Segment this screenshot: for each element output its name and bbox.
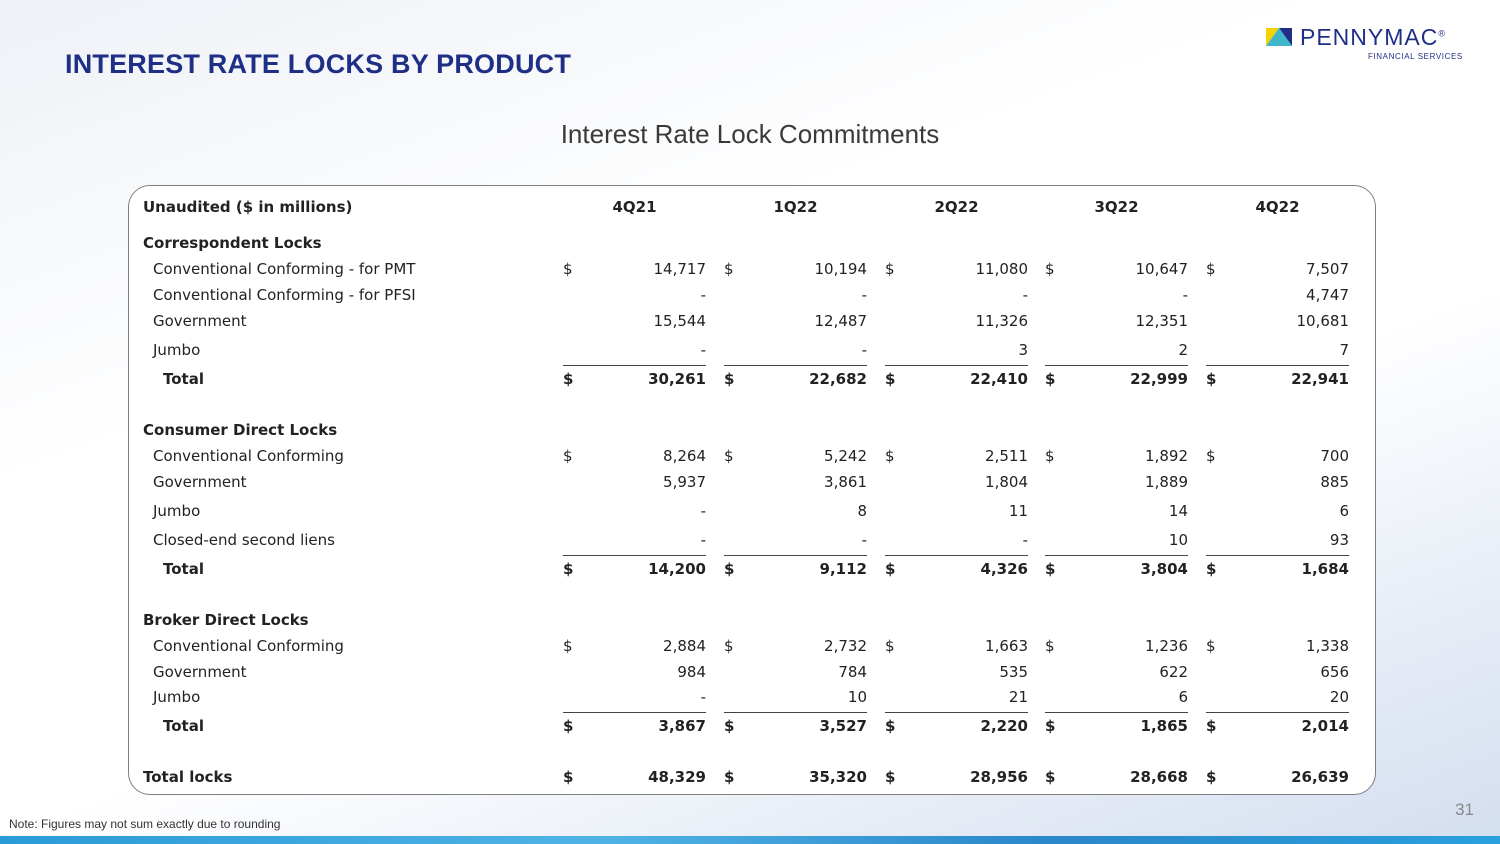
cell-value: 2,732 bbox=[824, 637, 867, 655]
cell-value: 22,682 bbox=[809, 370, 867, 388]
value-cell bbox=[1206, 663, 1349, 685]
table-row bbox=[129, 447, 1375, 469]
cell-value: - bbox=[700, 286, 706, 304]
row-label: Jumbo bbox=[153, 688, 201, 706]
value-cell bbox=[1206, 768, 1349, 790]
dollar-sign: $ bbox=[1045, 768, 1056, 786]
cell-value: 10,681 bbox=[1296, 312, 1349, 330]
logo-subtitle: FINANCIAL SERVICES bbox=[1368, 52, 1463, 61]
cell-value: 535 bbox=[999, 663, 1028, 681]
subtotal-rule bbox=[1045, 555, 1188, 556]
table-row bbox=[129, 341, 1375, 363]
dollar-sign: $ bbox=[1206, 447, 1216, 465]
table-row bbox=[129, 260, 1375, 282]
subtotal-rule bbox=[563, 365, 706, 366]
value-cell bbox=[1206, 260, 1349, 282]
subtotal-rule bbox=[1206, 555, 1349, 556]
value-cell bbox=[1045, 260, 1188, 282]
row-label: Jumbo bbox=[153, 502, 201, 520]
cell-value: 10 bbox=[847, 688, 867, 706]
row-label: Conventional Conforming bbox=[153, 447, 344, 465]
dollar-sign: $ bbox=[1045, 447, 1055, 465]
dollar-sign: $ bbox=[1045, 370, 1056, 388]
cell-value: 656 bbox=[1320, 663, 1349, 681]
cell-value: - bbox=[1182, 286, 1188, 304]
cell-value: 11 bbox=[1008, 502, 1028, 520]
row-label: Government bbox=[153, 312, 247, 330]
cell-value: 3,861 bbox=[824, 473, 867, 491]
logo-mark-icon bbox=[1266, 28, 1292, 46]
cell-value: 885 bbox=[1320, 473, 1349, 491]
cell-value: - bbox=[861, 531, 867, 549]
cell-value: 3,867 bbox=[658, 717, 706, 735]
value-cell bbox=[563, 531, 706, 553]
dollar-sign: $ bbox=[724, 447, 734, 465]
cell-value: 22,410 bbox=[970, 370, 1028, 388]
dollar-sign: $ bbox=[563, 370, 574, 388]
subtotal-rule bbox=[1206, 365, 1349, 366]
value-cell bbox=[885, 688, 1028, 710]
cell-value: 10,194 bbox=[814, 260, 867, 278]
value-cell bbox=[724, 286, 867, 308]
subtotal-rule bbox=[1206, 712, 1349, 713]
cell-value: 22,941 bbox=[1291, 370, 1349, 388]
cell-value: 4,747 bbox=[1306, 286, 1349, 304]
value-cell bbox=[724, 717, 867, 739]
cell-value: 22,999 bbox=[1130, 370, 1188, 388]
value-cell bbox=[724, 447, 867, 469]
value-cell bbox=[1206, 286, 1349, 308]
cell-value: 11,080 bbox=[975, 260, 1028, 278]
value-cell bbox=[885, 717, 1028, 739]
value-cell bbox=[1045, 286, 1188, 308]
cell-value: 26,639 bbox=[1291, 768, 1349, 786]
footnote: Note: Figures may not sum exactly due to rounding bbox=[9, 817, 281, 831]
cell-value: 12,351 bbox=[1135, 312, 1188, 330]
value-cell bbox=[724, 531, 867, 553]
cell-value: 3,804 bbox=[1140, 560, 1188, 578]
cell-value: 2 bbox=[1178, 341, 1188, 359]
row-label: Total locks bbox=[143, 768, 233, 786]
subtotal-rule bbox=[724, 555, 867, 556]
cell-value: 6 bbox=[1339, 502, 1349, 520]
page-title: INTEREST RATE LOCKS BY PRODUCT bbox=[65, 49, 572, 79]
subtotal-rule bbox=[885, 712, 1028, 713]
value-cell bbox=[724, 260, 867, 282]
cell-value: 15,544 bbox=[653, 312, 706, 330]
value-cell bbox=[563, 502, 706, 524]
cell-value: 35,320 bbox=[809, 768, 867, 786]
dollar-sign: $ bbox=[885, 260, 895, 278]
section-row bbox=[129, 234, 1375, 256]
cell-value: 1,236 bbox=[1145, 637, 1188, 655]
row-label: Correspondent Locks bbox=[143, 234, 322, 252]
value-cell bbox=[1045, 768, 1188, 790]
column-header: 2Q22 bbox=[934, 198, 979, 216]
value-cell bbox=[885, 447, 1028, 469]
cell-value: 1,889 bbox=[1145, 473, 1188, 491]
dollar-sign: $ bbox=[1045, 717, 1056, 735]
value-cell bbox=[1045, 717, 1188, 739]
value-cell bbox=[1045, 447, 1188, 469]
value-cell bbox=[1045, 688, 1188, 710]
value-cell bbox=[1045, 473, 1188, 495]
dollar-sign: $ bbox=[885, 560, 896, 578]
locks-table-panel bbox=[128, 185, 1376, 795]
dollar-sign: $ bbox=[1045, 260, 1055, 278]
cell-value: 14 bbox=[1168, 502, 1188, 520]
value-cell bbox=[1206, 717, 1349, 739]
dollar-sign: $ bbox=[724, 717, 735, 735]
cell-value: 9,112 bbox=[819, 560, 867, 578]
cell-value: 8 bbox=[857, 502, 867, 520]
value-cell bbox=[885, 637, 1028, 659]
cell-value: 2,014 bbox=[1301, 717, 1349, 735]
value-cell bbox=[724, 663, 867, 685]
value-cell bbox=[885, 768, 1028, 790]
subtotal-rule bbox=[885, 365, 1028, 366]
table-row bbox=[129, 637, 1375, 659]
dollar-sign: $ bbox=[724, 560, 735, 578]
dollar-sign: $ bbox=[885, 717, 896, 735]
subtotal-rule bbox=[1045, 712, 1188, 713]
value-cell bbox=[885, 260, 1028, 282]
cell-value: 1,663 bbox=[985, 637, 1028, 655]
cell-value: 4,326 bbox=[980, 560, 1028, 578]
value-cell bbox=[885, 312, 1028, 334]
value-cell bbox=[1206, 637, 1349, 659]
row-label: Total bbox=[163, 370, 204, 388]
cell-value: 2,220 bbox=[980, 717, 1028, 735]
dollar-sign: $ bbox=[1206, 637, 1216, 655]
value-cell bbox=[1206, 531, 1349, 553]
value-cell bbox=[563, 560, 706, 582]
dollar-sign: $ bbox=[885, 370, 896, 388]
row-label: Government bbox=[153, 473, 247, 491]
table-row bbox=[129, 312, 1375, 334]
value-cell bbox=[885, 502, 1028, 524]
row-label: Conventional Conforming - for PMT bbox=[153, 260, 416, 278]
column-header: 1Q22 bbox=[773, 198, 818, 216]
cell-value: 700 bbox=[1320, 447, 1349, 465]
grand-total-row bbox=[129, 768, 1375, 790]
table-header-row bbox=[129, 198, 1375, 220]
value-cell bbox=[563, 768, 706, 790]
table-subtitle: Interest Rate Lock Commitments bbox=[560, 119, 940, 149]
cell-value: 3,527 bbox=[819, 717, 867, 735]
cell-value: 5,242 bbox=[824, 447, 867, 465]
cell-value: - bbox=[1022, 286, 1028, 304]
cell-value: 3 bbox=[1018, 341, 1028, 359]
value-cell bbox=[724, 370, 867, 392]
cell-value: 2,884 bbox=[663, 637, 706, 655]
row-label: Jumbo bbox=[153, 341, 201, 359]
column-header: 4Q21 bbox=[612, 198, 657, 216]
subtotal-rule bbox=[724, 712, 867, 713]
value-cell bbox=[563, 473, 706, 495]
dollar-sign: $ bbox=[1045, 560, 1056, 578]
dollar-sign: $ bbox=[885, 447, 895, 465]
value-cell bbox=[885, 341, 1028, 363]
value-cell bbox=[724, 768, 867, 790]
table-row bbox=[129, 502, 1375, 524]
row-label: Conventional Conforming bbox=[153, 637, 344, 655]
value-cell bbox=[1206, 502, 1349, 524]
value-cell bbox=[563, 663, 706, 685]
value-cell bbox=[563, 286, 706, 308]
cell-value: - bbox=[700, 531, 706, 549]
value-cell bbox=[1206, 688, 1349, 710]
value-cell bbox=[885, 473, 1028, 495]
row-label: Closed-end second liens bbox=[153, 531, 335, 549]
value-cell bbox=[1045, 312, 1188, 334]
header-label: Unaudited ($ in millions) bbox=[143, 198, 353, 216]
value-cell bbox=[563, 688, 706, 710]
dollar-sign: $ bbox=[724, 260, 734, 278]
value-cell bbox=[563, 341, 706, 363]
table-row bbox=[129, 286, 1375, 308]
dollar-sign: $ bbox=[1206, 260, 1216, 278]
cell-value: 14,717 bbox=[653, 260, 706, 278]
dollar-sign: $ bbox=[1045, 637, 1055, 655]
cell-value: 6 bbox=[1178, 688, 1188, 706]
row-label: Total bbox=[163, 560, 204, 578]
subtotal-rule bbox=[563, 712, 706, 713]
value-cell bbox=[1045, 341, 1188, 363]
cell-value: - bbox=[861, 341, 867, 359]
value-cell bbox=[724, 502, 867, 524]
value-cell bbox=[1206, 370, 1349, 392]
row-label: Total bbox=[163, 717, 204, 735]
subtotal-rule bbox=[1045, 365, 1188, 366]
value-cell bbox=[724, 473, 867, 495]
dollar-sign: $ bbox=[1206, 560, 1217, 578]
cell-value: 10,647 bbox=[1135, 260, 1188, 278]
value-cell bbox=[724, 637, 867, 659]
subtotal-rule bbox=[885, 555, 1028, 556]
cell-value: 28,668 bbox=[1130, 768, 1188, 786]
cell-value: 48,329 bbox=[648, 768, 706, 786]
value-cell bbox=[1045, 531, 1188, 553]
table-row bbox=[129, 688, 1375, 710]
value-cell bbox=[1206, 447, 1349, 469]
logo-name: PENNYMAC® bbox=[1300, 24, 1446, 50]
cell-value: 30,261 bbox=[648, 370, 706, 388]
row-label: Conventional Conforming - for PFSI bbox=[153, 286, 416, 304]
cell-value: 1,804 bbox=[985, 473, 1028, 491]
value-cell bbox=[724, 312, 867, 334]
value-cell bbox=[885, 531, 1028, 553]
dollar-sign: $ bbox=[724, 768, 735, 786]
cell-value: 1,338 bbox=[1306, 637, 1349, 655]
cell-value: 1,892 bbox=[1145, 447, 1188, 465]
company-logo bbox=[1266, 26, 1481, 62]
value-cell bbox=[1206, 473, 1349, 495]
total-row bbox=[129, 370, 1375, 392]
dollar-sign: $ bbox=[563, 768, 574, 786]
cell-value: 2,511 bbox=[985, 447, 1028, 465]
cell-value: 20 bbox=[1329, 688, 1349, 706]
cell-value: 7 bbox=[1339, 341, 1349, 359]
total-row bbox=[129, 560, 1375, 582]
total-row bbox=[129, 717, 1375, 739]
dollar-sign: $ bbox=[1206, 768, 1217, 786]
cell-value: 622 bbox=[1159, 663, 1188, 681]
value-cell bbox=[1045, 370, 1188, 392]
value-cell bbox=[724, 341, 867, 363]
dollar-sign: $ bbox=[885, 637, 895, 655]
value-cell bbox=[724, 688, 867, 710]
page-number: 31 bbox=[1455, 800, 1474, 819]
cell-value: 7,507 bbox=[1306, 260, 1349, 278]
value-cell bbox=[1206, 312, 1349, 334]
cell-value: 10 bbox=[1168, 531, 1188, 549]
cell-value: - bbox=[700, 502, 706, 520]
value-cell bbox=[1206, 341, 1349, 363]
row-label: Government bbox=[153, 663, 247, 681]
cell-value: 5,937 bbox=[663, 473, 706, 491]
dollar-sign: $ bbox=[563, 637, 573, 655]
dollar-sign: $ bbox=[724, 370, 735, 388]
dollar-sign: $ bbox=[563, 560, 574, 578]
value-cell bbox=[885, 663, 1028, 685]
value-cell bbox=[563, 260, 706, 282]
cell-value: 14,200 bbox=[648, 560, 706, 578]
value-cell bbox=[724, 560, 867, 582]
cell-value: 11,326 bbox=[975, 312, 1028, 330]
dollar-sign: $ bbox=[1206, 370, 1217, 388]
table-row bbox=[129, 473, 1375, 495]
column-header: 4Q22 bbox=[1255, 198, 1300, 216]
column-header: 3Q22 bbox=[1094, 198, 1139, 216]
cell-value: - bbox=[1022, 531, 1028, 549]
value-cell bbox=[563, 447, 706, 469]
cell-value: - bbox=[861, 286, 867, 304]
value-cell bbox=[563, 717, 706, 739]
value-cell bbox=[563, 637, 706, 659]
dollar-sign: $ bbox=[563, 260, 573, 278]
section-row bbox=[129, 611, 1375, 633]
dollar-sign: $ bbox=[724, 637, 734, 655]
cell-value: 784 bbox=[838, 663, 867, 681]
dollar-sign: $ bbox=[1206, 717, 1217, 735]
subtotal-rule bbox=[724, 365, 867, 366]
value-cell bbox=[1045, 560, 1188, 582]
dollar-sign: $ bbox=[563, 447, 573, 465]
table-row bbox=[129, 531, 1375, 553]
value-cell bbox=[1045, 502, 1188, 524]
cell-value: 28,956 bbox=[970, 768, 1028, 786]
value-cell bbox=[885, 370, 1028, 392]
row-label: Broker Direct Locks bbox=[143, 611, 309, 629]
dollar-sign: $ bbox=[885, 768, 896, 786]
value-cell bbox=[563, 312, 706, 334]
value-cell bbox=[885, 286, 1028, 308]
cell-value: 1,865 bbox=[1140, 717, 1188, 735]
value-cell bbox=[1045, 637, 1188, 659]
value-cell bbox=[885, 560, 1028, 582]
cell-value: 21 bbox=[1008, 688, 1028, 706]
value-cell bbox=[563, 370, 706, 392]
dollar-sign: $ bbox=[563, 717, 574, 735]
cell-value: 93 bbox=[1329, 531, 1349, 549]
row-label: Consumer Direct Locks bbox=[143, 421, 338, 439]
value-cell bbox=[1045, 663, 1188, 685]
locks-table bbox=[129, 186, 1375, 794]
table-row bbox=[129, 663, 1375, 685]
cell-value: - bbox=[700, 688, 706, 706]
value-cell bbox=[1206, 560, 1349, 582]
section-row bbox=[129, 421, 1375, 443]
cell-value: - bbox=[700, 341, 706, 359]
footer-bar bbox=[0, 836, 1500, 844]
cell-value: 1,684 bbox=[1301, 560, 1349, 578]
subtotal-rule bbox=[563, 555, 706, 556]
cell-value: 984 bbox=[677, 663, 706, 681]
cell-value: 12,487 bbox=[814, 312, 867, 330]
cell-value: 8,264 bbox=[663, 447, 706, 465]
